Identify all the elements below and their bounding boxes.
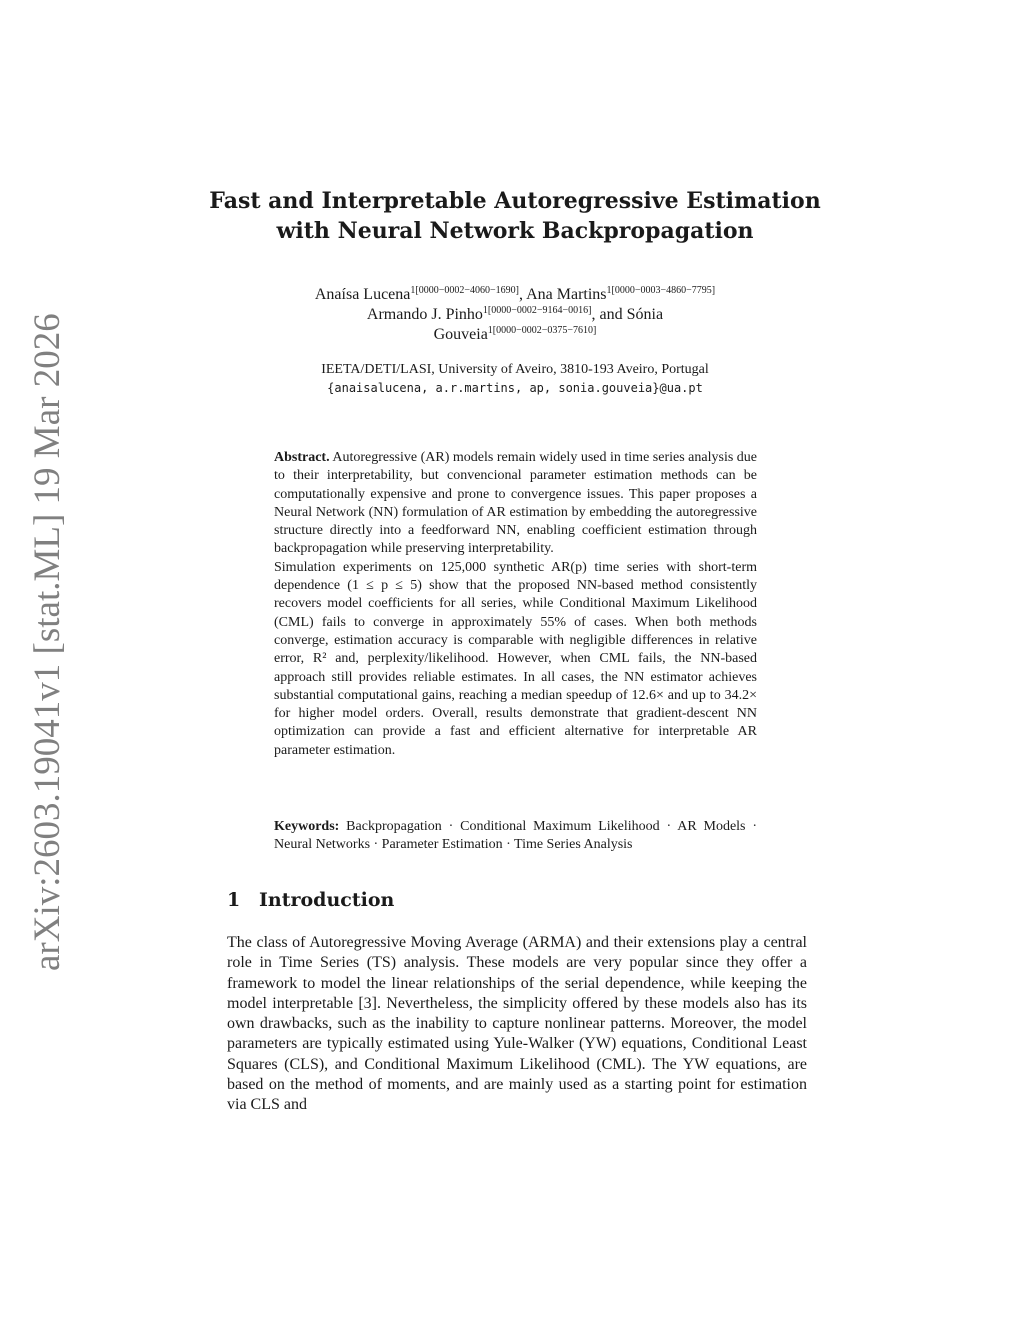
title-line-1: Fast and Interpretable Autoregressive Estimation (209, 188, 821, 214)
author-separator: , and Sónia (591, 306, 664, 323)
abstract-text-1: Autoregressive (AR) models remain widely used in time series analysis due to their interpretability, but convencional parameter estimation methods can be computationally expensive and prone to convergence issues. This paper proposes a Neural Network (NN) formulation of AR estimation by embedding the autoregressive structure directly into a feedforward NN, enabling coefficient estimation through backpropagation while preserving interpretability. (274, 450, 757, 557)
author-line-3 (230, 325, 800, 345)
author-separator: , (518, 286, 527, 303)
author-line-1 (230, 285, 800, 305)
affiliation: IEETA/DETI/LASI, University of Aveiro, 3810-193 Aveiro, Portugal (321, 362, 709, 377)
section-title: Introduction (259, 889, 395, 911)
author-orcid: 1[0000−0002−4060−1690] (410, 285, 519, 296)
author-emails: {anaisalucena, a.r.martins, ap, sonia.gouveia}@ua.pt (327, 381, 703, 395)
author-name: Ana Martins (526, 286, 607, 303)
author-list (230, 285, 800, 345)
author-orcid: 1[0000−0003−4860−7795] (606, 285, 716, 296)
author-name: Armando J. Pinho (366, 306, 483, 323)
paper-title (200, 186, 830, 246)
abstract-label: Abstract. (274, 450, 330, 465)
keywords (274, 818, 757, 855)
author-orcid: 1[0000−0002−0375−7610] (487, 325, 597, 336)
author-orcid: 1[0000−0002−9164−0016] (482, 305, 592, 316)
abstract-paragraph-1 (274, 449, 757, 559)
introduction-body (227, 933, 807, 1116)
abstract (274, 449, 757, 760)
author-name: Anaísa Lucena (314, 286, 411, 303)
section-heading-introduction (227, 888, 807, 912)
author-line-2 (230, 305, 800, 325)
introduction-paragraph: The class of Autoregressive Moving Average (ARMA) and their extensions play a central role in Time Series (TS) analysis. These models are very popular since they offer a framework to model the linear relationships of the serial dependence, while keeping the model interpretable [3]. Nevertheless, the simplicity offered by these models also has its own drawbacks, such as the inability to capture nonlinear patterns. Moreover, the model parameters are typically estimated using Yule-Walker (YW) equations, Conditional Least Squares (CLS), and Conditional Maximum Likelihood (CML). The YW equations, are based on the method of moments, and are mainly used as a starting point for estimation via CLS and (227, 934, 807, 1114)
affiliation-block (230, 360, 800, 398)
keywords-label: Keywords: (274, 819, 340, 834)
author-name: Gouveia (433, 326, 488, 343)
title-line-2: with Neural Network Backpropagation (276, 218, 754, 244)
arxiv-identifier: arXiv:2603.19041v1 [stat.ML] 19 Mar 2026 (27, 313, 68, 971)
keywords-list: Backpropagation · Conditional Maximum Likelihood · AR Models · Neural Networks · Parameter Estimation · Time Series Analysis (274, 819, 757, 853)
abstract-paragraph-2: Simulation experiments on 125,000 synthetic AR(p) time series with short-term dependence (1 ≤ p ≤ 5) show that the proposed NN-based method consistently recovers model coefficients for all series, while Conditional Maximum Likelihood (CML) fails to converge in approximately 55% of cases. When both methods converge, estimation accuracy is comparable with negligible differences in relative error, R² and, perplexity/likelihood. However, when CML fails, the NN-based approach still provides reliable estimates. In all cases, the NN estimator achieves substantial computational gains, reaching a median speedup of 12.6× and up to 34.2× for higher model orders. Overall, results demonstrate that gradient-descent NN optimization can provide a fast and efficient alternative for interpretable AR parameter estimation. (274, 559, 757, 758)
section-number: 1 (227, 889, 241, 911)
